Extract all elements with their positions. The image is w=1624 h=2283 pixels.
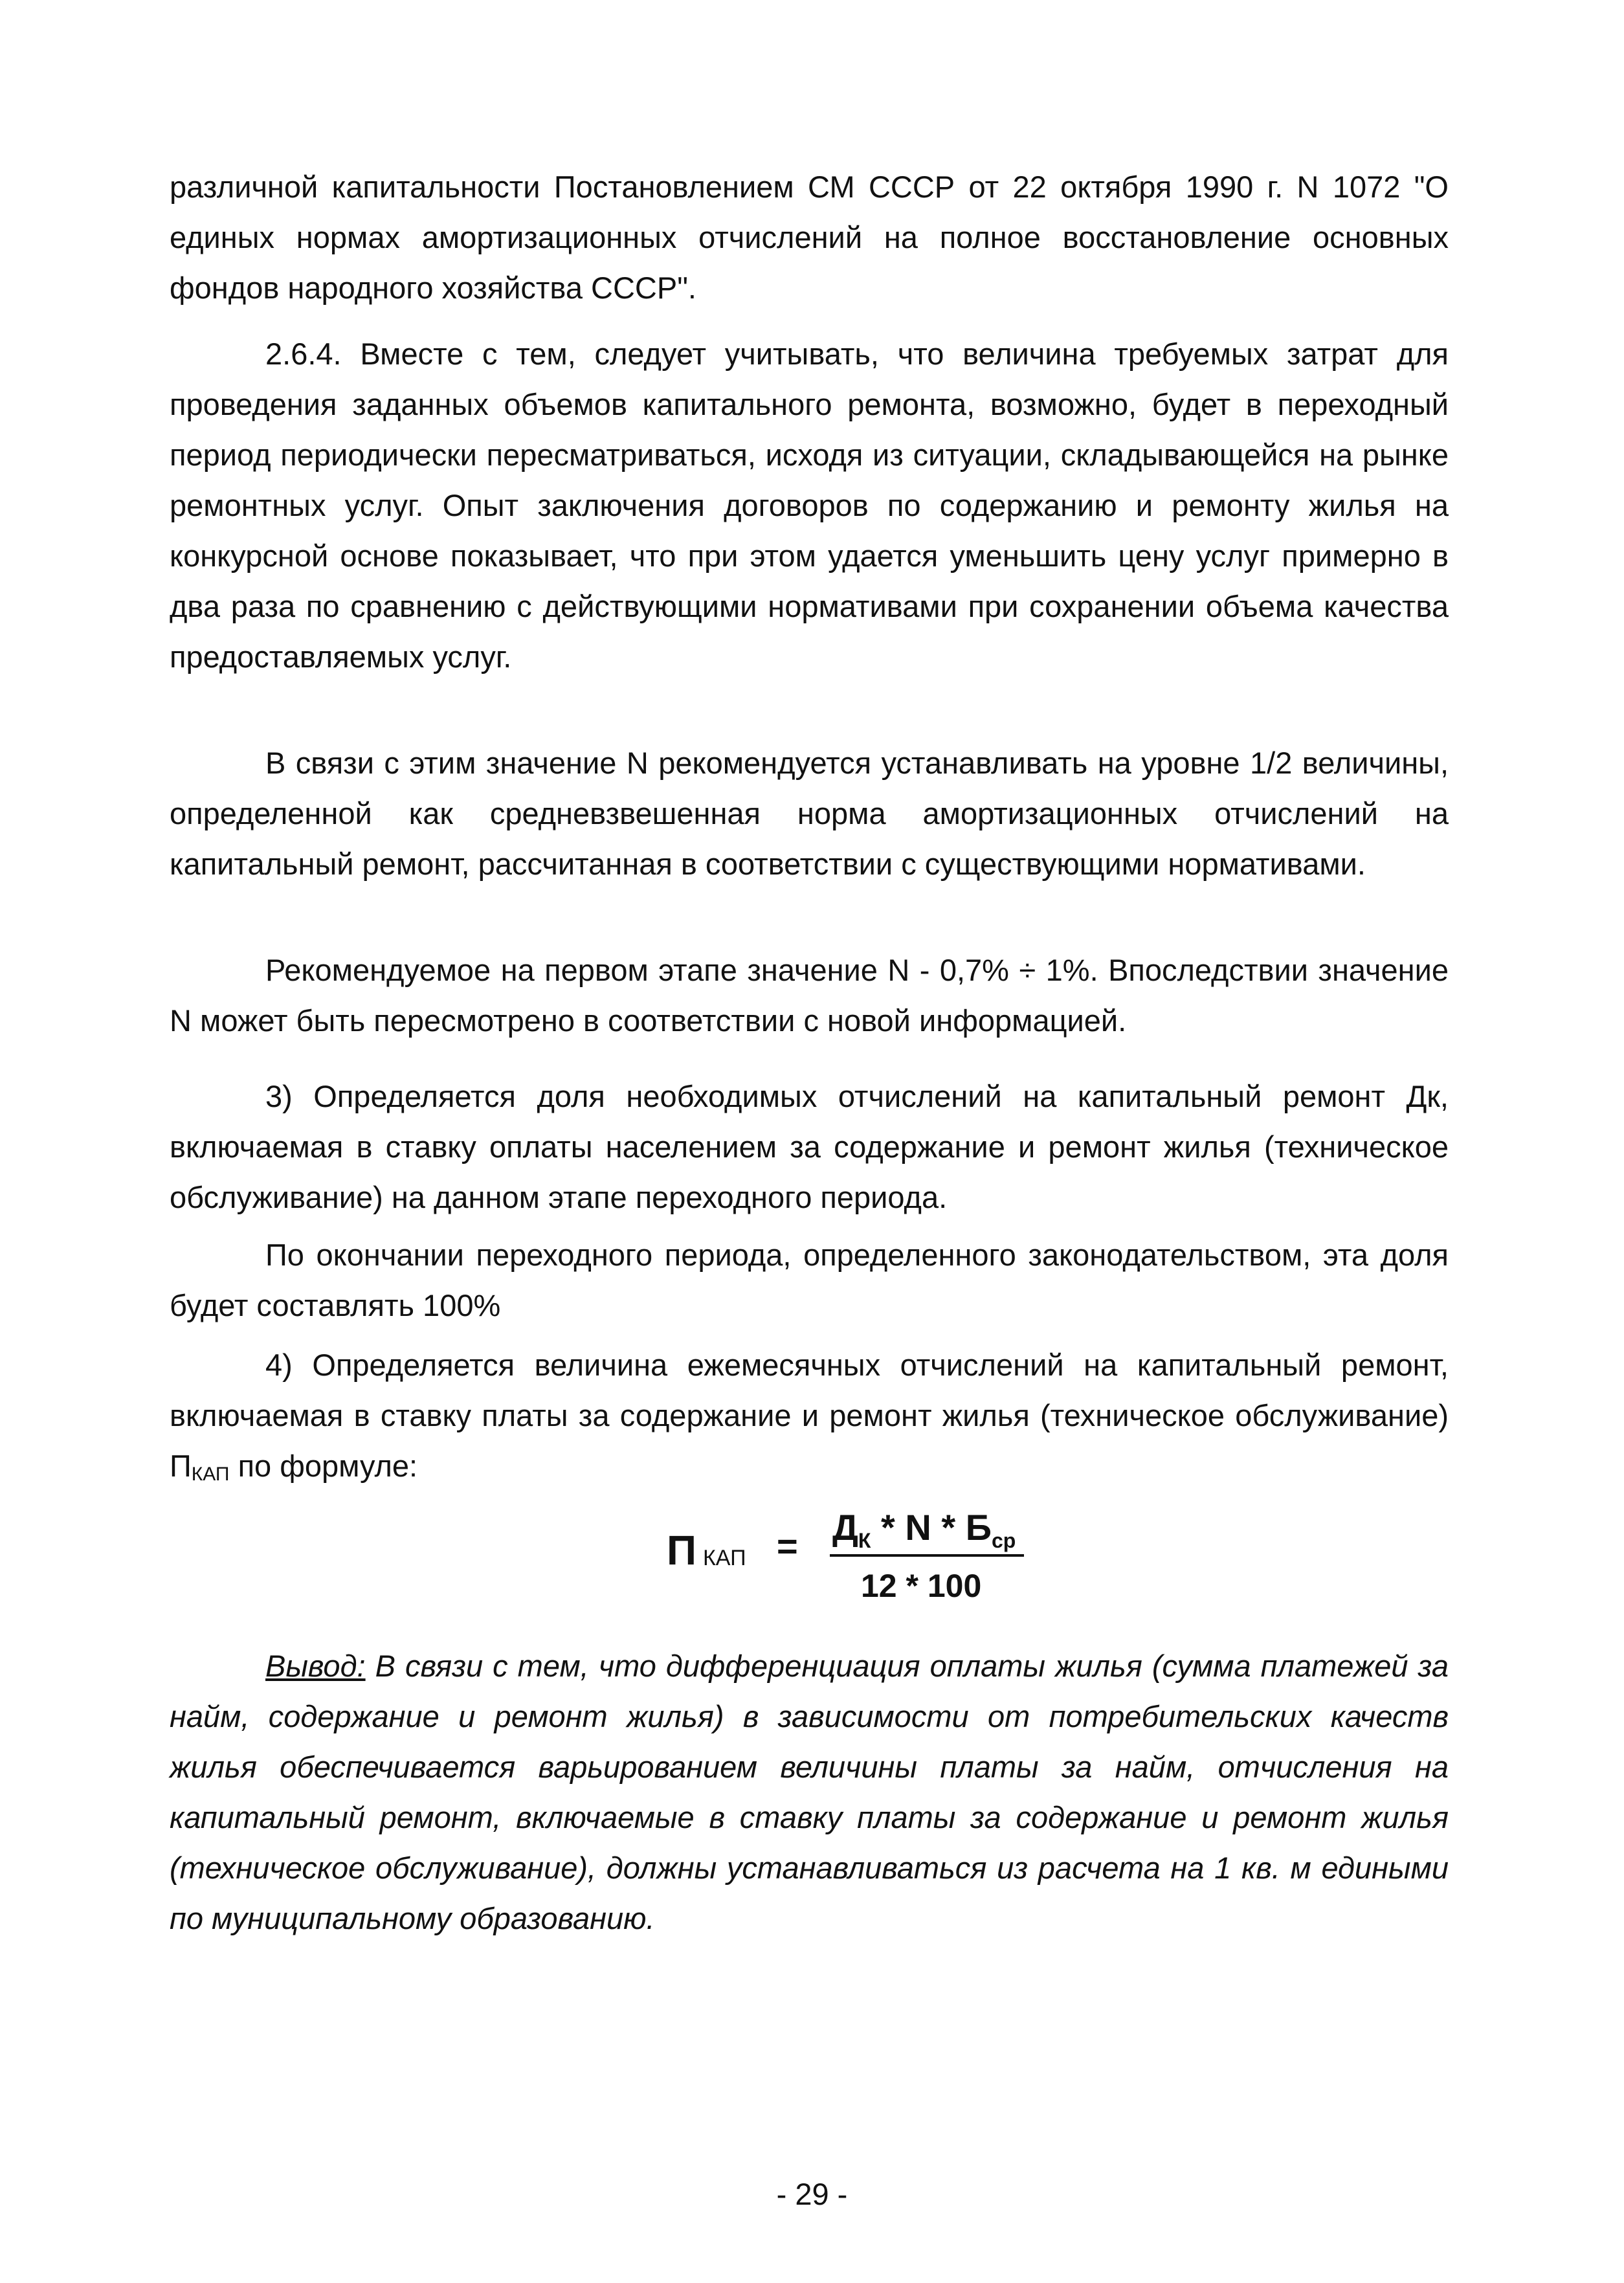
formula-lhs-subscript: КАП <box>703 1546 746 1570</box>
formula-num-mid: * N * Б <box>871 1507 992 1548</box>
paragraph-2-6-4: 2.6.4. Вместе с тем, следует учитывать, что величина требуемых затрат для проведения заданных объемов капитального ремонта, возможно, будет в переходный период периодически пересматриваться, исходя из ситуации, складывающейся на рынке ремонтных услуг. Опыт заключения договоров по содержанию и ремонту жилья на конкурсной основе показывает, что при этом удается уменьшить цену услуг примерно в два раза по сравнению с действующими нормативами при сохранении объема качества предоставляемых услуг. <box>170 337 1449 674</box>
paragraph-step-4-tail: по формуле: <box>238 1449 418 1483</box>
formula-equals: = <box>777 1526 798 1566</box>
page-number: - 29 - <box>776 2177 848 2211</box>
conclusion-text: В связи с тем, что дифференциация оплаты жилья (сумма платежей за найм, содержание и ремонт жилья) в зависимости от потребительских качеств жилья обеспечивается варьированием величины платы за найм, отчисления на капитальный ремонт, включаемые в ставку платы за содержание и ремонт жилья (техническое обслуживание), должны устанавливаться из расчета на 1 кв. м едиными по муниципальному образованию. <box>170 1649 1449 1935</box>
paragraph-conclusion <box>170 1641 1449 1944</box>
paragraph-step-4-text: 4) Определяется величина ежемесячных отчислений на капитальный ремонт, включаемая в ставку платы за содержание и ремонт жилья (техническое обслуживание) П <box>170 1348 1449 1483</box>
paragraph-step-3: 3) Определяется доля необходимых отчислений на капитальный ремонт Дк, включаемая в ставку оплаты населением за содержание и ремонт жилья (техническое обслуживание) на данном этапе переходного периода. <box>170 1079 1449 1214</box>
p-kap-subscript: КАП <box>191 1464 230 1485</box>
capital-repair-formula <box>667 1505 1029 1621</box>
formula-numerator <box>832 1505 1027 1557</box>
paragraph-step-4 <box>170 1340 1449 1500</box>
paragraph-n-recommendation: В связи с этим значение N рекомендуется устанавливать на уровне 1/2 величины, определенной как средневзвешенная норма амортизационных отчислений на капитальный ремонт, рассчитанная в соответствии с существующими нормативами. <box>170 746 1449 881</box>
conclusion-label: Вывод: <box>265 1649 366 1683</box>
formula-num-d: Д <box>832 1507 858 1548</box>
formula-num-b-subscript: ср <box>991 1529 1016 1552</box>
paragraph-intro: различной капитальности Постановлением СМ СССР от 22 октября 1990 г. N 1072 "О единых нормах амортизационных отчислений на полное восстановление основных фондов народного хозяйства СССР". <box>170 170 1449 305</box>
formula-fraction-line <box>830 1554 1024 1557</box>
formula-denominator: 12 * 100 <box>861 1568 982 1604</box>
formula-lhs: П <box>667 1527 696 1574</box>
paragraph-n-value: Рекомендуемое на первом этапе значение N - 0,7% ÷ 1%. Впоследствии значение N может быть пересмотрено в соответствии с новой информацией. <box>170 953 1449 1038</box>
paragraph-transition-end: По окончании переходного периода, определенного законодательством, эта доля будет составлять 100% <box>170 1238 1449 1322</box>
formula-num-d-subscript: К <box>858 1529 871 1552</box>
